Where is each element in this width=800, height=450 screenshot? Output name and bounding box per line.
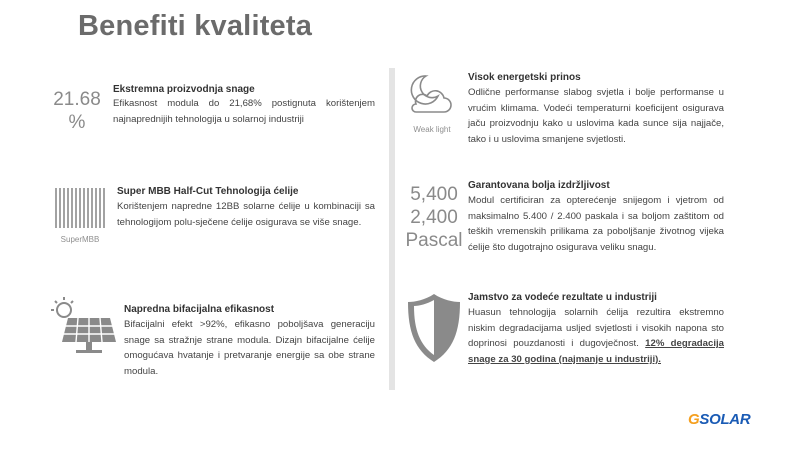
- stat-efficiency-unit: %: [68, 112, 86, 133]
- production-body: Efikasnost modula do 21,68% postignuta korištenjem najnaprednijih tehnologija u solarnoj industriji: [113, 98, 375, 125]
- mbb-body: Korištenjem napredne 12BB solarne ćelije u kombinaciji sa tehnologijom polu-sječene ćelije osigurava se više snage.: [117, 201, 375, 228]
- logo-solar: SOLAR: [699, 411, 751, 428]
- warranty-body: [468, 305, 724, 367]
- logo-g: G: [688, 411, 700, 428]
- stat-efficiency-value: 21.68: [53, 89, 101, 110]
- stat-efficiency: [46, 88, 108, 134]
- bifacial-icon-wrap: [48, 296, 118, 361]
- stat-pressure-snow: 5,400: [410, 184, 458, 205]
- stat-pressure-unit: Pascal: [405, 230, 463, 251]
- warranty-heading: Jamstvo za vodeće rezultate u industriji: [468, 292, 657, 303]
- weak-light-cloud-icon: [404, 70, 460, 120]
- supermbb-caption: SuperMBB: [60, 235, 100, 244]
- energy-body: Odlične performanse slabog svjetla i bolje performanse u vrućim klimama. Vodeći temperaturni koeficijent osigurava jaču proizvodnju kako u uslovima kada sunce sija najjače, tako i u uslovima smanjene svjetlosti.: [468, 87, 724, 145]
- shield-icon-wrap: [405, 292, 463, 369]
- warranty-body-text: Huasun tehnologija solarnih ćelija rezultira ekstremno niskim degradacijama usljed svjetlosti i visokih napona sto doprinosi pouzdanosti i dugovječnost.: [468, 307, 724, 350]
- stat-pressure: [402, 183, 466, 252]
- durability-heading: Garantovana bolja izdržljivost: [468, 180, 610, 191]
- bifacial-heading: Napredna bifacijalna efikasnost: [124, 304, 275, 315]
- stat-pressure-wind: 2,400: [410, 207, 458, 228]
- energy-heading: Visok energetski prinos: [468, 72, 581, 83]
- supermbb-icon-wrap: [50, 186, 110, 244]
- bifacial-body: Bifacijalni efekt >92%, efikasno poboljšava generaciju snage sa stražnje strane modula. Dizajn bifacijalne ćelije omogućava hvatanje i pretvaranje energije sa obe strane modula.: [124, 319, 375, 377]
- column-divider: [389, 68, 395, 390]
- warranty-body-highlight: 12% degradacija snage za 30 godina (najmanje u industriji).: [468, 338, 724, 365]
- supermbb-busbar-icon: [50, 186, 110, 230]
- production-heading: Ekstremna proizvodnja snage: [113, 84, 255, 95]
- shield-icon: [405, 292, 463, 364]
- page-title: Benefiti kvaliteta: [78, 10, 313, 42]
- bifacial-solar-panel-icon: [48, 296, 118, 356]
- weak-light-caption: Weak light: [413, 125, 451, 134]
- mbb-heading: Super MBB Half-Cut Tehnologija ćelije: [117, 186, 299, 197]
- gsolar-logo: [688, 411, 750, 428]
- durability-body: Modul certificiran za opterećenje snijegom i vjetrom od maksimalno 5.400 / 2.400 paskala i sa boljom zaštitom od teških vremenskih prilikama za poboljšanje životnog vijeka ćelije što dugotrajno osigurava veliku snagu.: [468, 195, 724, 253]
- weak-light-icon-wrap: [404, 70, 460, 134]
